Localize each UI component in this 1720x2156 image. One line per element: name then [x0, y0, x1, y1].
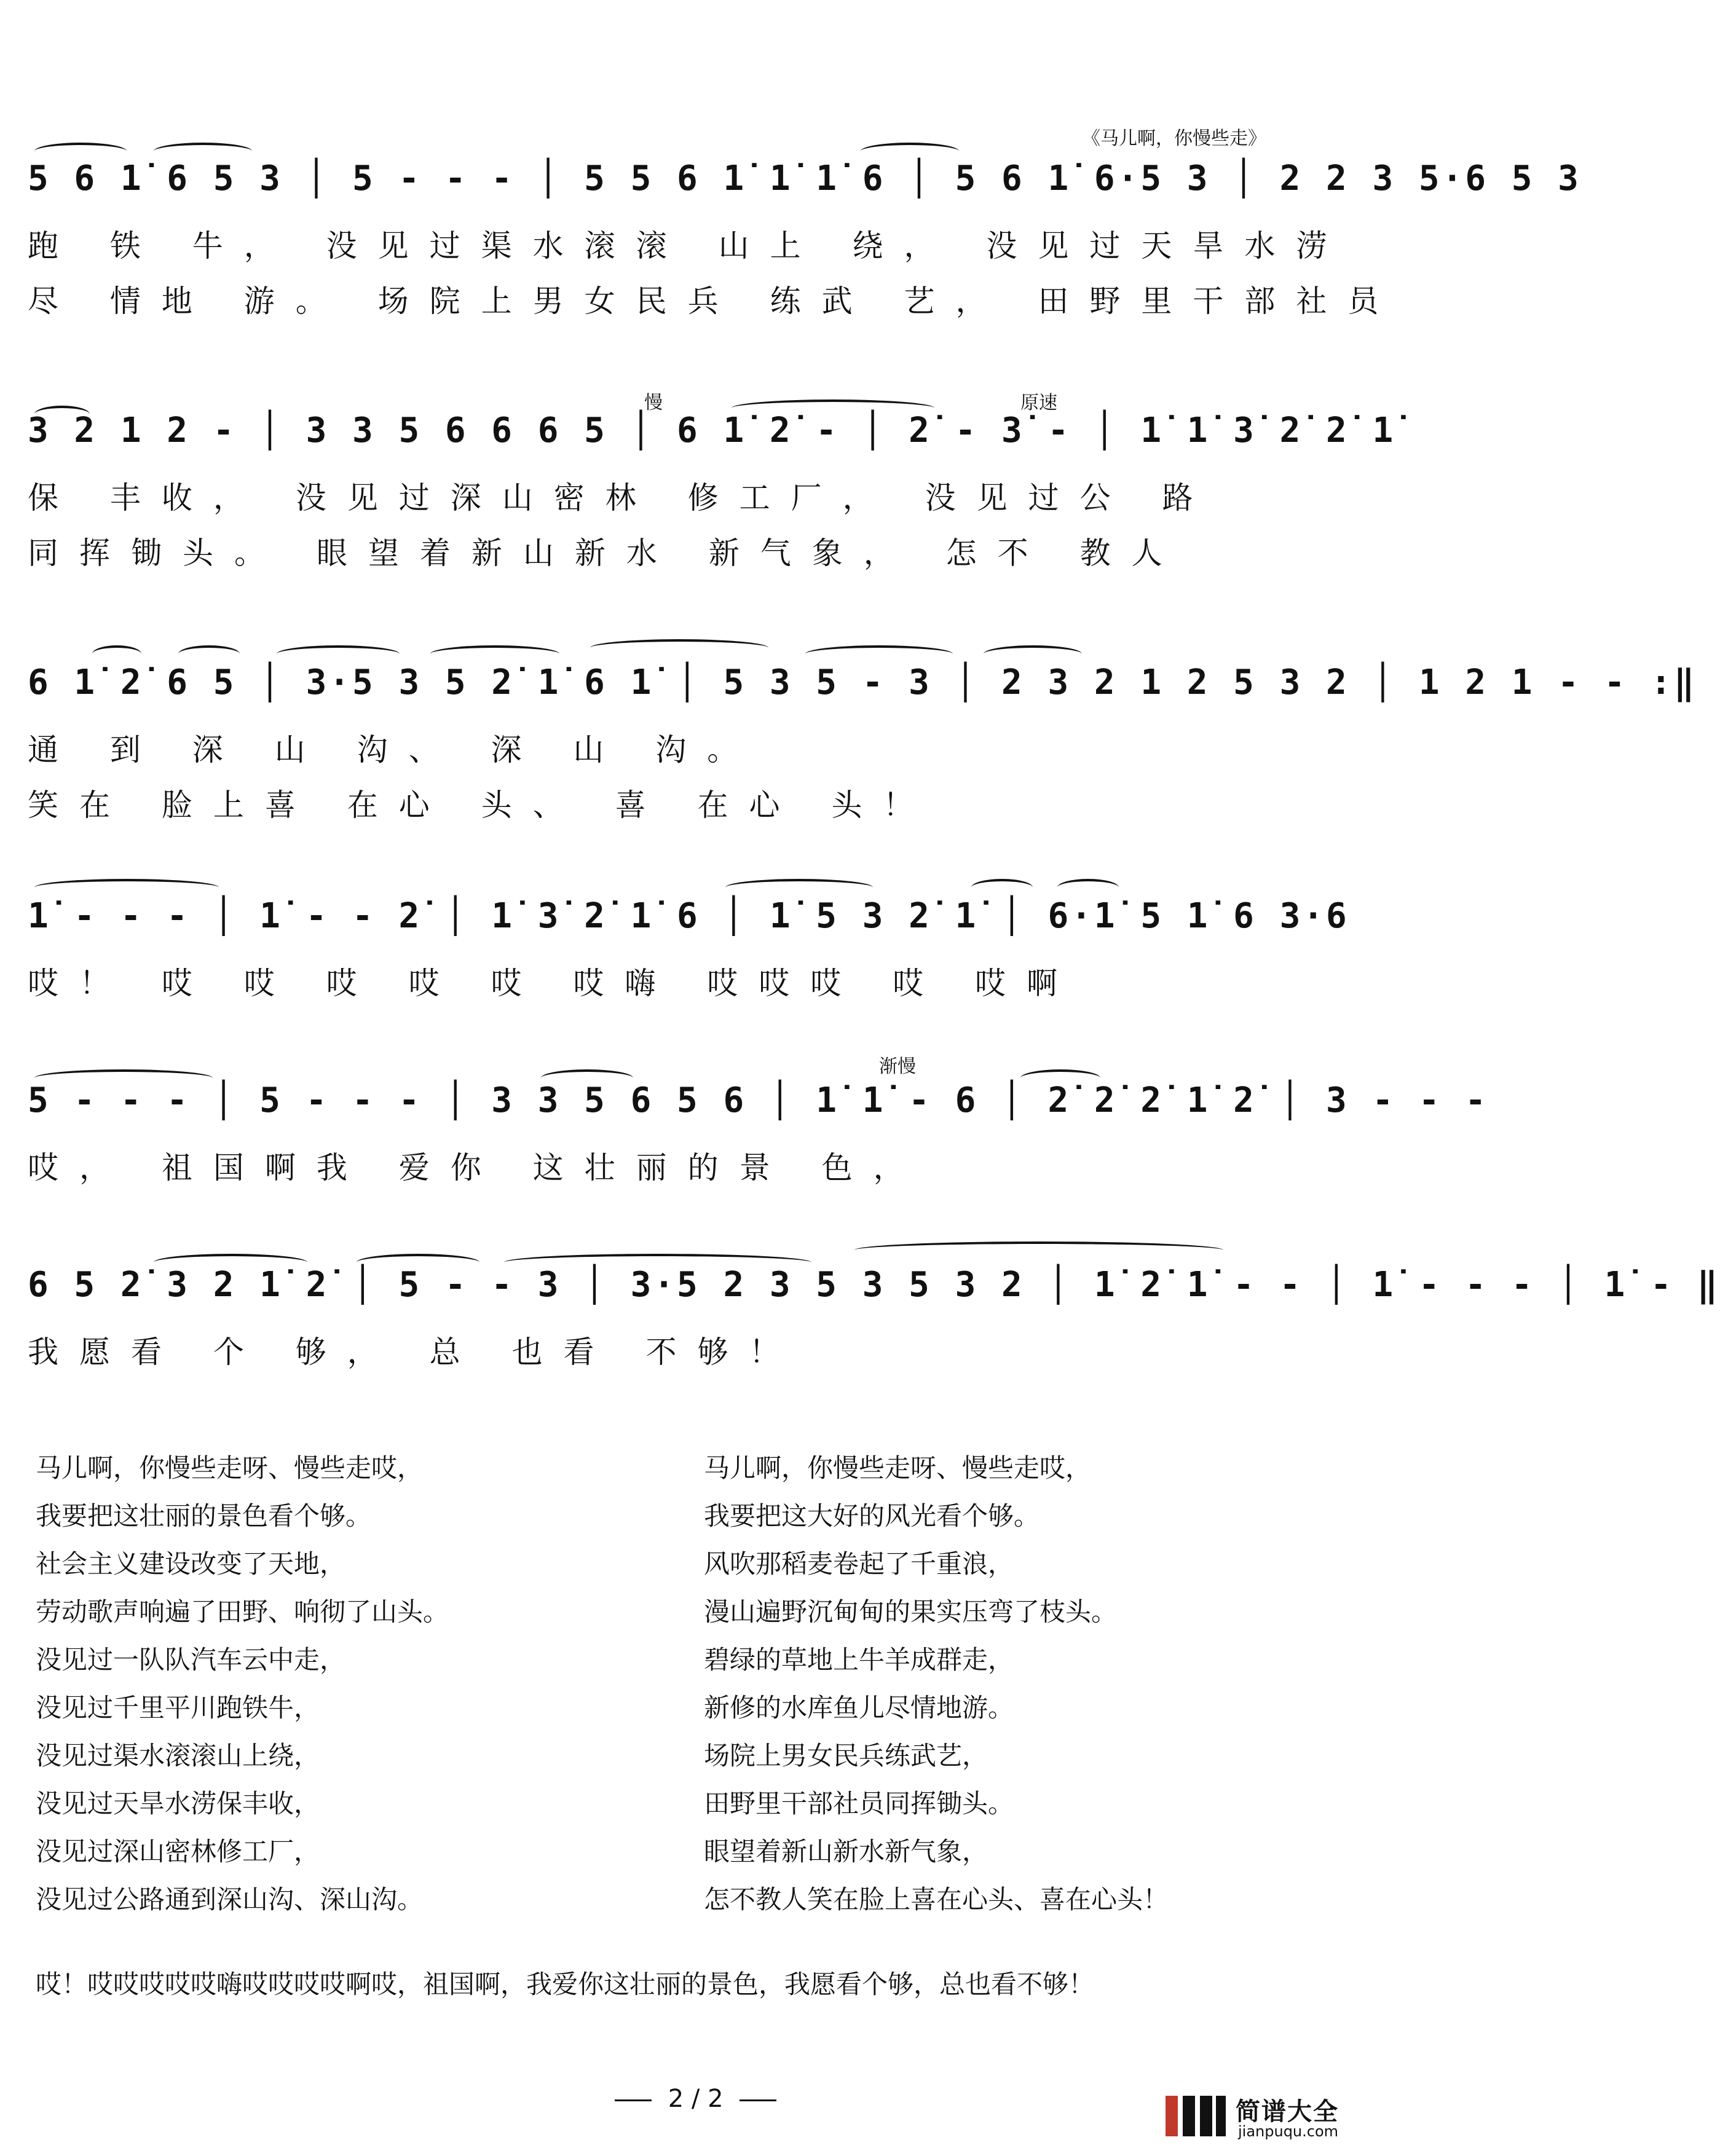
notes-line-3: 6 1̇ 2̇ 6 5 │ 3·5 3 5 2̇ 1̇ 6 1̇ │ 5 3 5 - 3 │ 2 3 2 1 2 5 3 2 │ 1 2 1 - - :‖ — [28, 663, 1697, 702]
notes-line-4: 1̇ - - - │ 1̇ - - 2̇ │ 1̇ 3̇ 2̇ 1̇ 6 │ 1̇ 5 3 2̇ 1̇ │ 6·1̇ 5 1̇ 6 3·6 — [28, 896, 1349, 936]
lyric-line-1a: 跑 铁 牛， 没见过渠水滚滚 山上 绕， 没见过天旱水涝 — [28, 228, 1348, 264]
notes-line-5: 5 - - - │ 5 - - - │ 3 3 5 6 5 6 │ 1̇ 1̇ - 6 │ 2̇ 2̇ 2̇ 1̇ 2̇ │ 3 - - - — [28, 1080, 1489, 1120]
verse-line: 新修的水库鱼儿尽情地游。 — [704, 1693, 1014, 1723]
verse-line: 田野里干部社员同挥锄头。 — [704, 1788, 1014, 1819]
verse-line: 场院上男女民兵练武艺， — [704, 1741, 988, 1771]
lyric-line-2b: 同挥锄头。 眼望着新山新水 新气象， 怎不 教人 — [28, 535, 1183, 571]
lyric-line-5a: 哎， 祖国啊我 爱你 这壮丽的景 色， — [28, 1150, 925, 1186]
verse-line: 没见过千里平川跑铁牛， — [36, 1693, 320, 1723]
logo-title: 简谱大全 — [1236, 2098, 1339, 2126]
lyric-line-4a: 哎！ 哎 哎 哎 哎 哎 哎嗨 哎哎哎 哎 哎啊 — [28, 966, 1079, 1001]
verse-line: 马儿啊，你慢些走呀、慢些走哎， — [704, 1453, 1092, 1483]
lyric-line-3a: 通 到 深 山 沟、 深 山 沟。 — [28, 732, 759, 768]
page-number: 2 / 2 — [615, 2085, 776, 2113]
verse-line: 没见过公路通到深山沟、深山沟。 — [36, 1884, 424, 1914]
notes-line-2: 3 2 1 2 - │ 3 3 5 6 6 6 5 │ 6 1̇ 2̇ - │ 2̇ - 3̇ - │ 1̇ 1̇ 3̇ 2̇ 2̇ 1̇ — [28, 411, 1396, 450]
verse-line: 碧绿的草地上牛羊成群走， — [704, 1645, 1014, 1675]
verse-line: 我要把这大好的风光看个够。 — [704, 1501, 1040, 1531]
verse-line: 没见过天旱水涝保丰收， — [36, 1788, 320, 1819]
lyric-line-2a: 保 丰收， 没见过深山密林 修工厂， 没见过公 路 — [28, 480, 1214, 516]
logo-mark-icon — [1162, 2090, 1229, 2142]
verses-left — [36, 1444, 449, 1924]
verse-line: 风吹那稻麦卷起了千重浪， — [704, 1549, 1014, 1579]
verses-right — [704, 1444, 1169, 1924]
lyric-line-1b: 尽 情地 游。 场院上男女民兵 练武 艺， 田野里干部社员 — [28, 283, 1400, 319]
tempo-marker-slow: 慢 — [644, 392, 663, 414]
site-logo[interactable] — [1162, 2090, 1339, 2145]
lyric-line-6a: 我愿看 个 够， 总 也看 不够！ — [28, 1334, 801, 1370]
notes-line-6: 6 5 2̇ 3 2 1̇ 2̇ │ 5 - - 3 │ 3·5 2 3 5 3 5 3 2 │ 1̇ 2̇ 1̇ - - │ 1̇ - - - │ 1̇ - ‖ — [28, 1265, 1720, 1305]
lyric-line-3b: 笑在 脸上喜 在心 头、 喜 在心 头！ — [28, 787, 935, 823]
verse-line: 没见过一队队汽车云中走， — [36, 1645, 346, 1675]
logo-url: jianpuqu.com — [1238, 2123, 1339, 2140]
chorus-line: 哎！哎哎哎哎哎嗨哎哎哎哎啊哎，祖国啊，我爱你这壮丽的景色，我愿看个够，总也看不够！ — [36, 1969, 1095, 1999]
verse-line: 怎不教人笑在脸上喜在心头、喜在心头！ — [704, 1884, 1169, 1914]
notes-line-1: 5 6 1̇ 6 5 3 │ 5 - - - │ 5 5 6 1̇ 1̇ 1̇ 6 │ 5 6 1̇ 6·5 3 │ 2 2 3 5·6 5 3 — [28, 159, 1581, 199]
verse-line: 社会主义建设改变了天地， — [36, 1549, 346, 1579]
tempo-marker-original: 原速 — [1020, 392, 1057, 414]
verse-line: 没见过渠水滚滚山上绕， — [36, 1741, 320, 1771]
tempo-marker-ritardando: 渐慢 — [879, 1056, 916, 1077]
source-title-note: 《马儿啊，你慢些走》 — [1082, 128, 1266, 149]
verse-line: 眼望着新山新水新气象， — [704, 1836, 988, 1867]
verse-line: 漫山遍野沉甸甸的果实压弯了枝头。 — [704, 1597, 1118, 1627]
verse-line: 劳动歌声响遍了田野、响彻了山头。 — [36, 1597, 449, 1627]
verse-line: 我要把这壮丽的景色看个够。 — [36, 1501, 372, 1531]
verse-line: 马儿啊，你慢些走呀、慢些走哎， — [36, 1453, 424, 1483]
verse-line: 没见过深山密林修工厂， — [36, 1836, 320, 1867]
